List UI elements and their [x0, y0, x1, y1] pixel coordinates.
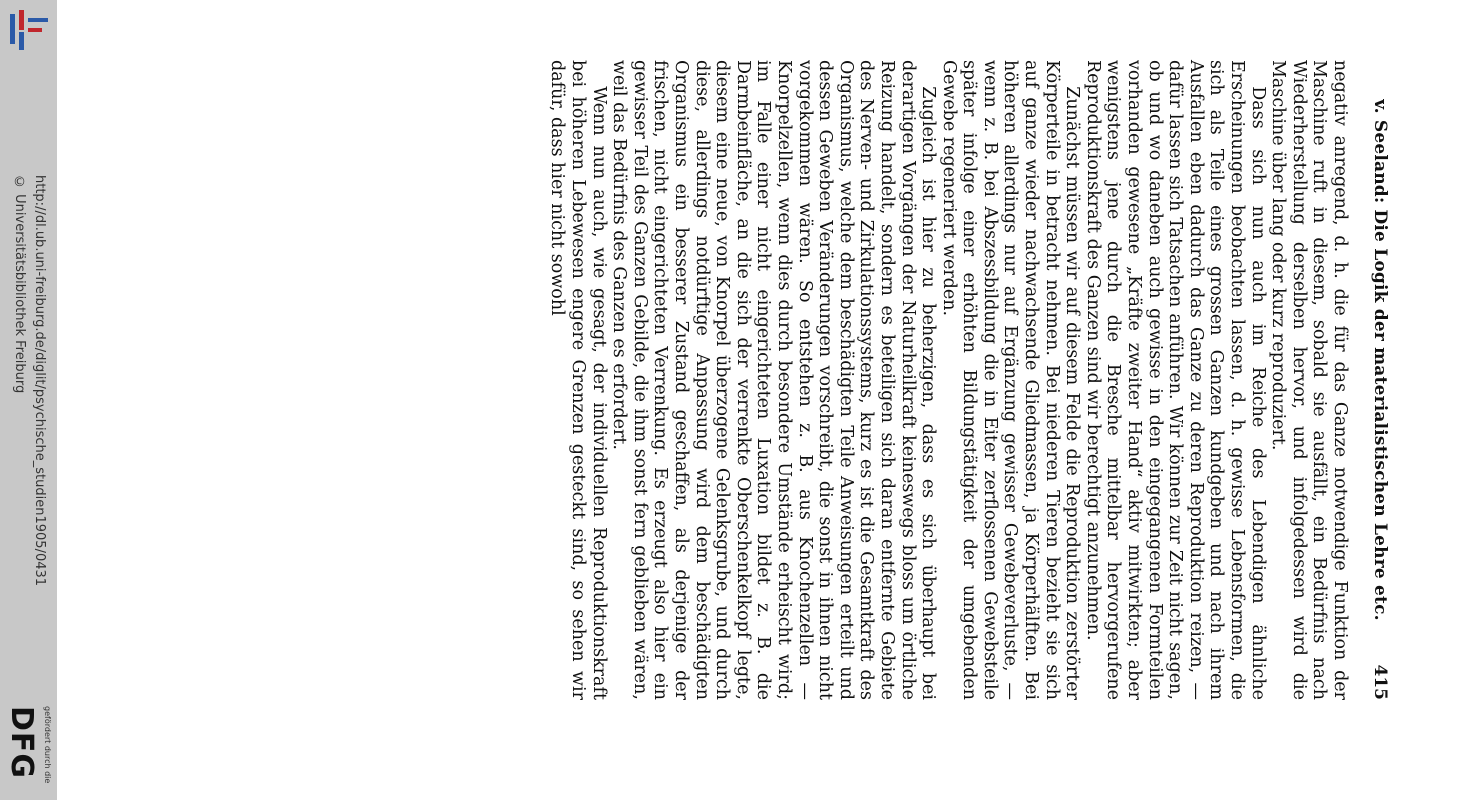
ub-freiburg-logo-icon — [4, 4, 52, 54]
dfg-logo: DFG — [4, 706, 39, 780]
copyright-notice: © Universitätsbibliothek Freiburg — [12, 175, 27, 394]
paragraph: negativ anregend, d. h. die für das Ganze notwendige Funktion der Maschine ruft in diesem, sobald sie ausfällt, ein Bedürfnis nach Wiederherstellung derselben hervor, und infolgedessen wird die Maschine über lang oder kurz reproduziert. — [1268, 60, 1350, 700]
page-body — [547, 60, 1350, 700]
paragraph: Wenn nun auch, wie gesagt, der individuellen Reproduktionskraft bei höheren Lebewesen engere Grenzen gesteckt sind, so sehen wir dafür, dass hier nicht sowohl — [547, 60, 609, 700]
paragraph: Dass sich nun auch im Reiche des Lebendigen ähnliche Erscheinungen beobachten lassen, d. h. gewisse Lebensformen, die sich als Teile eines grossen Ganzen kundgeben und nach ihrem Ausfallen eben dadurch das Ganze zu deren Reproduktion reizen, — dafür lassen sich Tatsachen anführen. Wir können zur Zeit nicht sagen, ob und wo daneben auch gewisse in den eingegangenen Formteilen vorhanden gewesene „Kräfte zweiter Hand“ aktiv mitwirkten; aber wenigstens jene durch die Bresche mittelbar hervorgerufene Reproduktionskraft des Ganzen sind wir berechtigt anzunehmen. — [1082, 60, 1268, 700]
scanned-page-viewport — [190, 60, 1390, 700]
paragraph: Zugleich ist hier zu beherzigen, dass es sich überhaupt bei derartigen Vorgängen der Naturheilkraft keineswegs bloss um örtliche Reizung handelt, sondern es beteiligen sich daran entfernte Gebiete des Nerven- und Zirkulationssystems, kurz es ist die Gesamtkraft des Organismus, welche dem beschädigten Teile Anweisungen erteilt und dessen Geweben Veränderungen vorschreibt, die sonst in ihnen nicht vorgekommen wären. So entstehen z. B. aus Knochenzellen — Knorpelzellen, wenn dies durch besondere Umstände erheischt wird; im Falle einer nicht eingerichteten Luxation bildet z. B. die Darmbeinfläche, an die sich der verrenkte Oberschenkelkopf legte, diesem eine neue, von Knorpel überzogene Gelenksgrube, und durch diese, allerdings notdürftige Anpassung wird dem beschädigten Organismus ein besserer Zustand geschaffen, als derjenige der frischen, nicht eingerichteten Verrenkung. Es erzeugt also hier ein gewisser Teil des Ganzen Gebilde, die ihm sonst fern geblieben wären, weil das Bedürfnis des Ganzen es erfordert. — [609, 60, 939, 700]
dfg-caption: gefördert durch die — [43, 706, 52, 784]
document-page — [190, 60, 1390, 700]
viewer-sidebar — [0, 0, 57, 800]
page-number: 415 — [1370, 664, 1390, 700]
paragraph: Zunächst müssen wir auf diesem Felde die Reproduktion zerstörter Körperteile in betracht nehmen. Bei niederen Tieren bezieht sie sich auf ganze wieder nachwachsende Gliedmassen, ja Körperhälften. Bei höheren allerdings nur auf Ergänzung gewisser Gewebeverluste, — wenn z. B. bei Abszessbildung die in Eiter zerflossenen Gewebsteile später infolge einer erhöhten Bildungstätigkeit der umgebenden Gewebe regeneriert werden. — [938, 60, 1083, 700]
source-url[interactable]: http://dl.ub.uni-freiburg.de/diglit/psychische_studien1905/0431 — [32, 175, 47, 587]
page-header — [1350, 60, 1390, 700]
running-title: v. Seeland: Die Logik der materialistischen Lehre etc. — [1370, 99, 1390, 621]
